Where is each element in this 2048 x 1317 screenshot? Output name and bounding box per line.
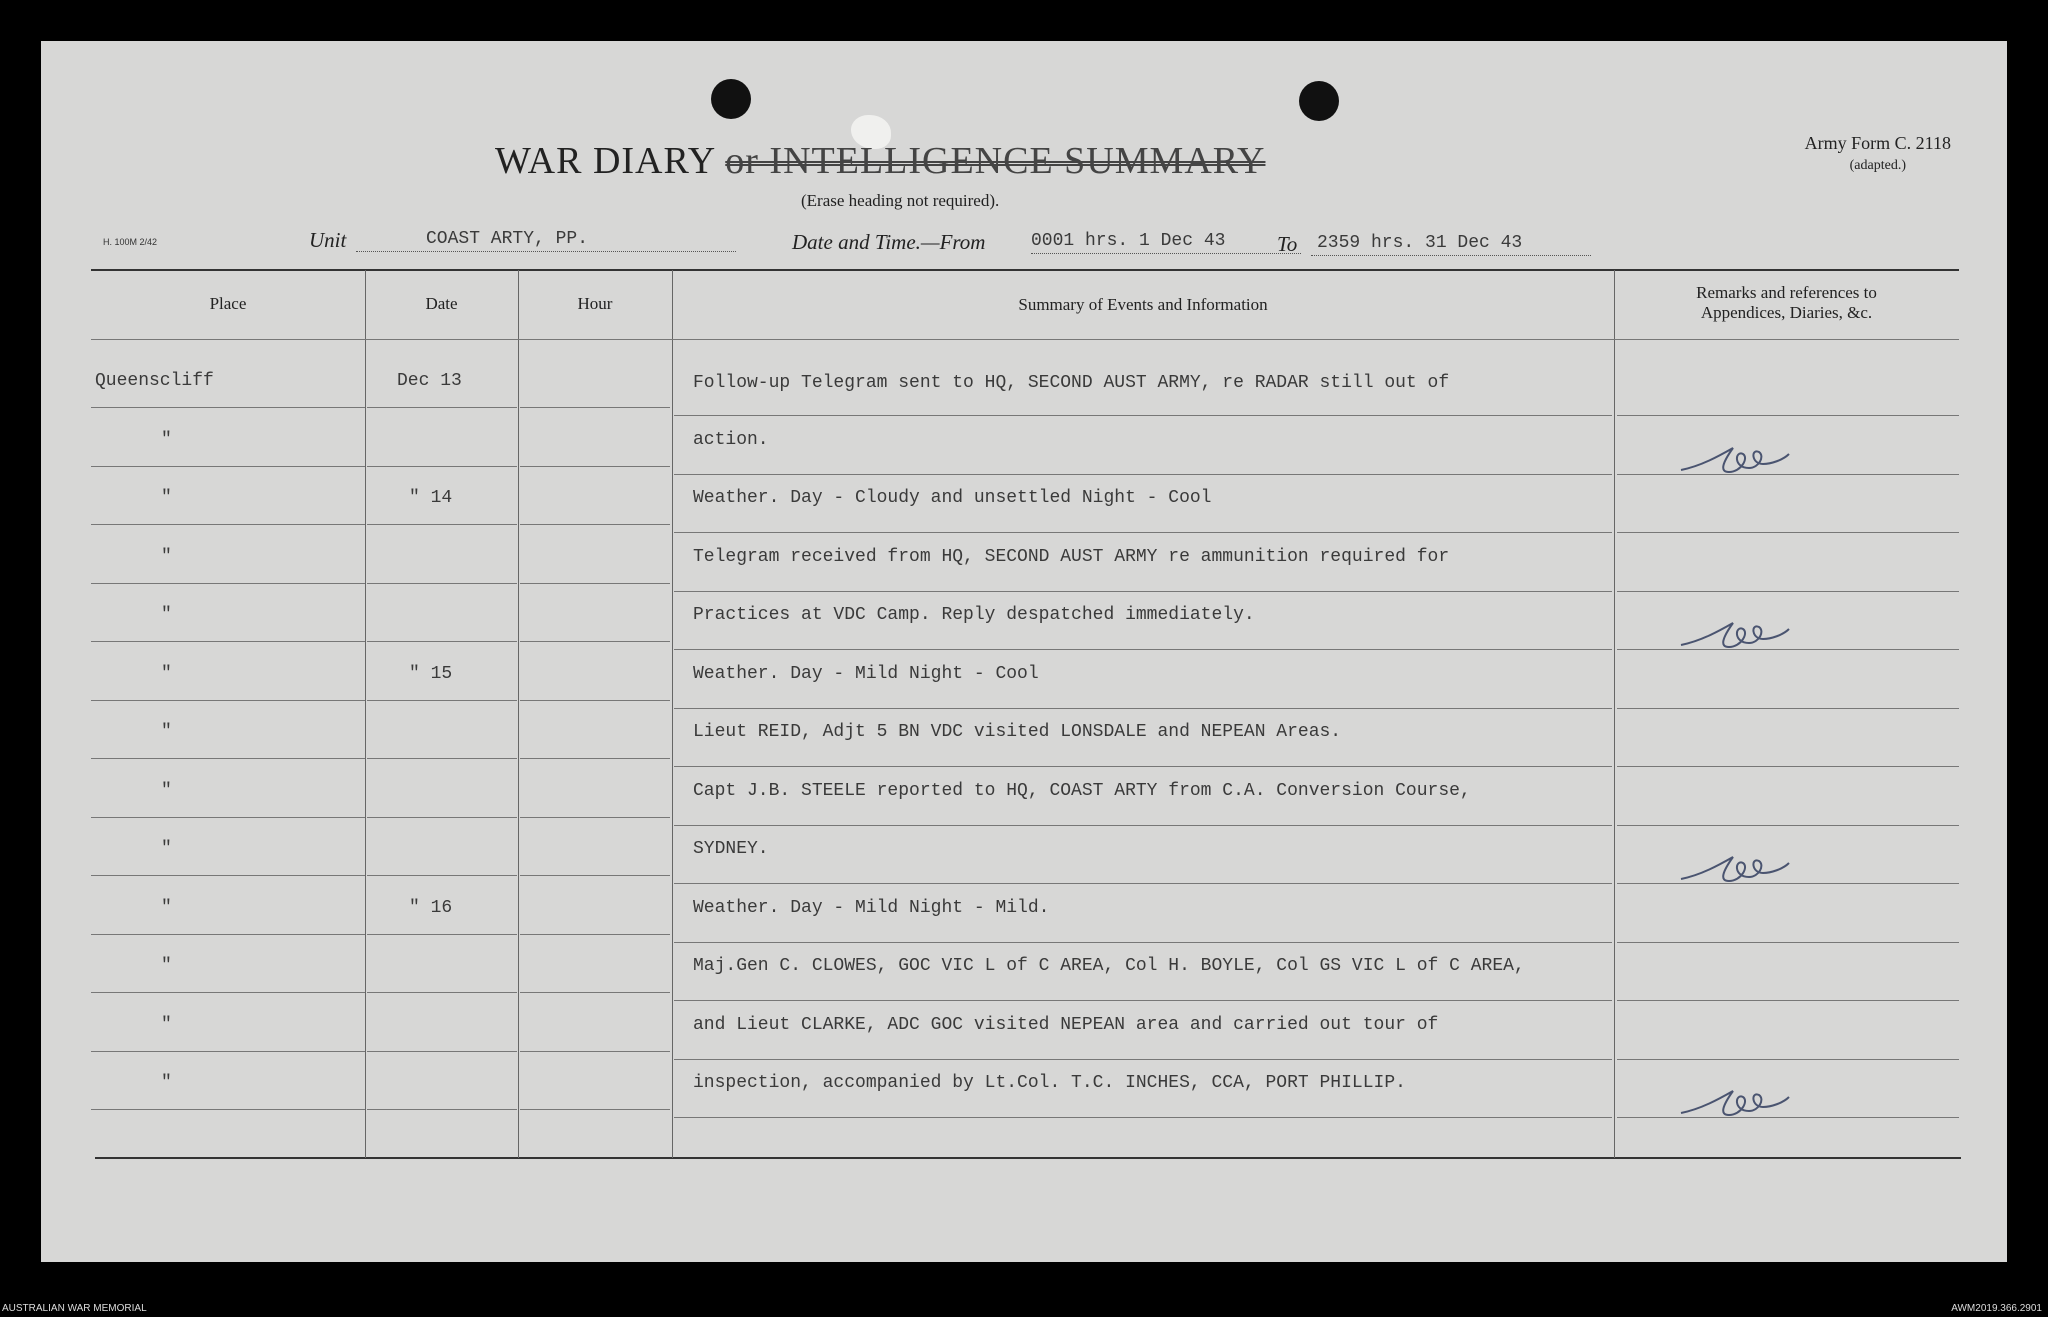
bottom-rule [95, 1157, 1961, 1159]
unit-dotline [356, 251, 736, 252]
row-rule [91, 583, 365, 584]
row-rule [1617, 415, 1959, 416]
row-summary: Weather. Day - Mild Night - Cool [693, 664, 1039, 684]
row-summary: Lieut REID, Adjt 5 BN VDC visited LONSDALE and NEPEAN Areas. [693, 722, 1342, 742]
row-rule [367, 1051, 517, 1052]
row-summary: and Lieut CLARKE, ADC GOC visited NEPEAN area and carried out tour of [693, 1015, 1439, 1035]
footer-left: AUSTRALIAN WAR MEMORIAL [2, 1303, 147, 1314]
row-rule [1617, 942, 1959, 943]
row-rule [367, 524, 517, 525]
row-summary: Weather. Day - Mild Night - Mild. [693, 898, 1050, 918]
title-struck: or INTELLIGENCE SUMMARY [725, 140, 1266, 182]
row-rule [674, 1117, 1612, 1118]
row-rule [91, 466, 365, 467]
table-row [41, 605, 2007, 645]
row-rule [1617, 649, 1959, 650]
row-rule [520, 700, 670, 701]
row-rule [674, 415, 1612, 416]
col-header-remarks [1614, 283, 1959, 323]
row-rule [674, 825, 1612, 826]
date-time-label: Date and Time.—From [792, 230, 986, 254]
row-summary: action. [693, 430, 769, 450]
table-row [41, 430, 2007, 470]
row-summary: Capt J.B. STEELE reported to HQ, COAST ARTY from C.A. Conversion Course, [693, 781, 1471, 801]
page-title [495, 139, 1265, 183]
row-rule [674, 1059, 1612, 1060]
row-rule [91, 875, 365, 876]
row-summary: Telegram received from HQ, SECOND AUST ARMY re ammunition required for [693, 547, 1450, 567]
row-rule [367, 1109, 517, 1110]
punch-hole-right [1299, 81, 1339, 121]
footer-right: AWM2019.366.2901 [1951, 1303, 2042, 1314]
form-number: Army Form C. 2118 [1804, 133, 1951, 153]
erase-note: (Erase heading not required). [801, 191, 1000, 210]
row-rule [1617, 591, 1959, 592]
row-place: Queenscliff [95, 371, 214, 391]
table-row [41, 547, 2007, 587]
table-row [41, 898, 2007, 938]
unit-value: COAST ARTY, PP. [426, 229, 589, 249]
row-rule [520, 524, 670, 525]
table-row [41, 371, 2007, 411]
row-rule [91, 641, 365, 642]
row-rule [520, 407, 670, 408]
col-header-summary: Summary of Events and Information [1018, 295, 1268, 314]
diary-sheet [41, 41, 2007, 1262]
row-date: " 16 [409, 898, 453, 918]
row-place: " [161, 605, 172, 625]
row-rule [520, 1051, 670, 1052]
col-header-hour: Hour [577, 294, 613, 313]
row-rule [674, 883, 1612, 884]
row-place: " [161, 1015, 172, 1035]
row-rule [674, 766, 1612, 767]
row-rule [520, 583, 670, 584]
row-rule [520, 992, 670, 993]
row-rule [91, 934, 365, 935]
row-rule [367, 817, 517, 818]
row-rule [1617, 532, 1959, 533]
period-from: 0001 hrs. 1 Dec 43 [1031, 231, 1226, 251]
row-date: Dec 13 [397, 371, 462, 391]
row-rule [674, 532, 1612, 533]
row-place: " [161, 781, 172, 801]
row-rule [520, 817, 670, 818]
row-rule [367, 407, 517, 408]
row-rule [367, 466, 517, 467]
row-rule [1617, 1000, 1959, 1001]
row-rule [1617, 883, 1959, 884]
row-place: " [161, 488, 172, 508]
table-row [41, 722, 2007, 762]
print-code: H. 100M 2/42 [103, 237, 158, 247]
table-row [41, 1015, 2007, 1055]
row-rule [520, 641, 670, 642]
row-rule [367, 583, 517, 584]
row-rule [520, 934, 670, 935]
row-summary: SYDNEY. [693, 839, 769, 859]
row-rule [91, 524, 365, 525]
row-rule [520, 466, 670, 467]
row-summary: inspection, accompanied by Lt.Col. T.C. INCHES, CCA, PORT PHILLIP. [693, 1073, 1406, 1093]
row-rule [1617, 1059, 1959, 1060]
from-dotline [1031, 253, 1301, 254]
row-rule [367, 641, 517, 642]
col-header-date: Date [425, 294, 458, 313]
row-date: " 14 [409, 488, 453, 508]
row-place: " [161, 722, 172, 742]
row-place: " [161, 839, 172, 859]
row-summary: Follow-up Telegram sent to HQ, SECOND AUST ARMY, re RADAR still out of [693, 373, 1450, 393]
row-place: " [161, 430, 172, 450]
table-row [41, 1073, 2007, 1113]
row-date: " 15 [409, 664, 453, 684]
row-place: " [161, 1073, 172, 1093]
row-rule [1617, 825, 1959, 826]
table-row [41, 488, 2007, 528]
row-rule [1617, 766, 1959, 767]
row-rule [674, 708, 1612, 709]
row-rule [367, 700, 517, 701]
row-rule [1617, 1117, 1959, 1118]
table-row [41, 781, 2007, 821]
row-rule [367, 758, 517, 759]
remarks-line2: Appendices, Diaries, &c. [1700, 303, 1873, 322]
row-rule [674, 1000, 1612, 1001]
title-main: WAR DIARY [495, 140, 715, 182]
row-rule [91, 407, 365, 408]
table-row [41, 839, 2007, 879]
header-underline [91, 339, 1959, 340]
form-number-block [1805, 133, 1951, 174]
row-rule [91, 817, 365, 818]
to-dotline [1311, 255, 1591, 256]
row-rule [1617, 708, 1959, 709]
row-rule [91, 700, 365, 701]
row-rule [91, 758, 365, 759]
to-label: To [1277, 232, 1298, 256]
row-rule [674, 474, 1612, 475]
table-row [41, 664, 2007, 704]
unit-label: Unit [309, 228, 347, 252]
row-place: " [161, 664, 172, 684]
row-place: " [161, 956, 172, 976]
form-note: (adapted.) [1849, 158, 1906, 173]
row-rule [520, 758, 670, 759]
row-rule [520, 1109, 670, 1110]
row-rule [367, 934, 517, 935]
row-rule [367, 992, 517, 993]
period-to: 2359 hrs. 31 Dec 43 [1317, 233, 1523, 253]
row-summary: Maj.Gen C. CLOWES, GOC VIC L of C AREA, Col H. BOYLE, Col GS VIC L of C AREA, [693, 956, 1525, 976]
row-rule [520, 875, 670, 876]
remarks-line1: Remarks and references to [1696, 283, 1877, 302]
table-row [41, 956, 2007, 996]
row-summary: Practices at VDC Camp. Reply despatched immediately. [693, 605, 1255, 625]
row-rule [91, 1051, 365, 1052]
punch-hole-left [711, 79, 751, 119]
row-summary: Weather. Day - Cloudy and unsettled Night - Cool [693, 488, 1212, 508]
col-header-place: Place [209, 294, 247, 313]
row-rule [674, 649, 1612, 650]
top-rule [91, 269, 1959, 271]
row-rule [91, 1109, 365, 1110]
row-rule [674, 591, 1612, 592]
row-rule [674, 942, 1612, 943]
row-rule [1617, 474, 1959, 475]
row-rule [367, 875, 517, 876]
row-place: " [161, 547, 172, 567]
row-rule [91, 992, 365, 993]
row-place: " [161, 898, 172, 918]
